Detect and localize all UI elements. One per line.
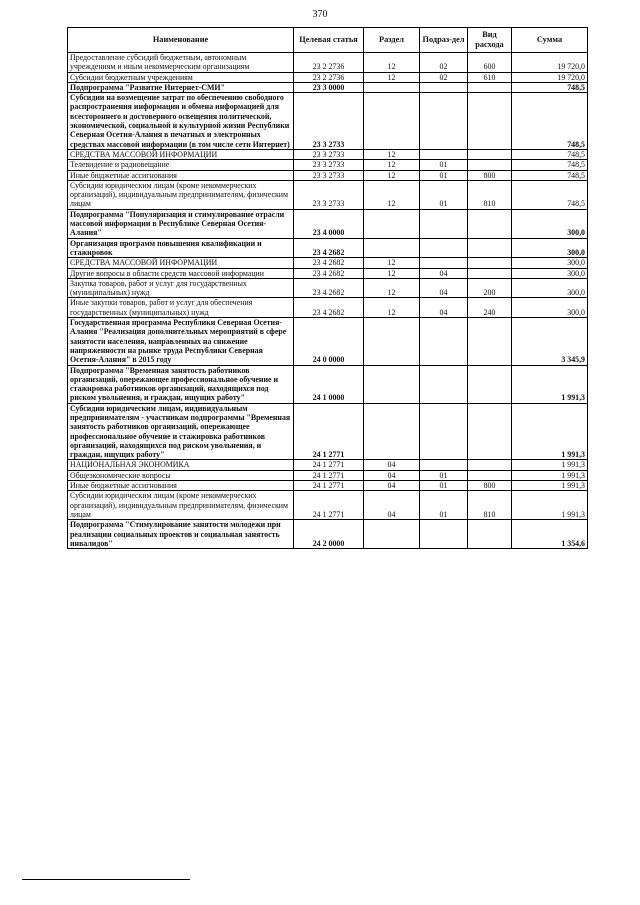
row-expense-type-cell (468, 258, 512, 268)
row-name-cell: Субсидии юридическим лицам (кроме некоммерческих организаций), индивидуальным предпринимателям, физическим лицам (68, 491, 294, 520)
row-name-cell: Телевидение и радиовещание (68, 160, 294, 170)
row-expense-type-cell: 600 (468, 53, 512, 73)
row-target-cell: 23 3 0000 (294, 82, 364, 92)
row-section-cell: 12 (364, 149, 420, 159)
row-name-cell: Субсидии юридическим лицам (кроме некоммерческих организаций), индивидуальным предпринимателям, физическим лицам (68, 180, 294, 209)
footnote-rule (22, 879, 190, 880)
table-row (68, 180, 588, 209)
table-row (68, 470, 588, 480)
row-subsection-cell (420, 365, 468, 403)
row-target-cell: 23 2 2736 (294, 53, 364, 73)
row-expense-type-cell: 200 (468, 278, 512, 298)
header-section: Раздел (364, 28, 420, 53)
row-sum-cell: 300,0 (512, 238, 588, 258)
row-section-cell: 12 (364, 72, 420, 82)
row-target-cell: 24 1 2771 (294, 403, 364, 460)
row-sum-cell: 1 991,3 (512, 481, 588, 491)
row-target-cell: 24 0 0000 (294, 318, 364, 365)
row-section-cell: 04 (364, 470, 420, 480)
table-row (68, 238, 588, 258)
row-subsection-cell: 04 (420, 268, 468, 278)
row-sum-cell: 300,0 (512, 258, 588, 268)
header-name: Наименование (68, 28, 294, 53)
row-target-cell: 24 1 2771 (294, 460, 364, 470)
row-expense-type-cell (468, 209, 512, 238)
page-number: 370 (312, 9, 328, 20)
row-target-cell: 23 4 0000 (294, 209, 364, 238)
row-sum-cell: 748,5 (512, 180, 588, 209)
row-expense-type-cell (468, 520, 512, 549)
row-name-cell: Другие вопросы в области средств массовой информации (68, 268, 294, 278)
table-row (68, 278, 588, 298)
row-expense-type-cell: 800 (468, 481, 512, 491)
row-name-cell: Закупка товаров, работ и услуг для государственных (муниципальных) нужд (68, 278, 294, 298)
table-row (68, 82, 588, 92)
row-expense-type-cell (468, 93, 512, 150)
row-subsection-cell (420, 238, 468, 258)
row-expense-type-cell: 800 (468, 170, 512, 180)
row-expense-type-cell (468, 82, 512, 92)
row-target-cell: 23 4 2682 (294, 278, 364, 298)
table-row (68, 258, 588, 268)
budget-table (67, 27, 588, 549)
table-row (68, 491, 588, 520)
table-row (68, 160, 588, 170)
row-target-cell: 23 4 2682 (294, 238, 364, 258)
row-expense-type-cell (468, 160, 512, 170)
row-target-cell: 23 3 2733 (294, 160, 364, 170)
row-expense-type-cell (468, 460, 512, 470)
row-expense-type-cell (468, 268, 512, 278)
row-sum-cell: 748,5 (512, 170, 588, 180)
row-subsection-cell: 01 (420, 491, 468, 520)
row-section-cell: 12 (364, 53, 420, 73)
row-section-cell: 04 (364, 460, 420, 470)
row-name-cell: Организация программ повышения квалификации и стажировок (68, 238, 294, 258)
row-subsection-cell (420, 82, 468, 92)
row-section-cell (364, 365, 420, 403)
row-target-cell: 24 1 2771 (294, 470, 364, 480)
row-sum-cell: 1 991,3 (512, 460, 588, 470)
row-name-cell: Субсидии юридическим лицам, индивидуальным предпринимателям - участникам подпрограммы "Временная занятость работников организаций, опережающее профессиональное обучение и стажировка работников организаций, находящихся под риском увольнения, и граждан, ищущих работу" (68, 403, 294, 460)
table-row (68, 170, 588, 180)
row-subsection-cell: 02 (420, 53, 468, 73)
row-name-cell: СРЕДСТВА МАССОВОЙ ИНФОРМАЦИИ (68, 149, 294, 159)
table-row (68, 365, 588, 403)
row-section-cell: 12 (364, 278, 420, 298)
row-subsection-cell: 01 (420, 160, 468, 170)
row-name-cell: Иные бюджетные ассигнования (68, 170, 294, 180)
header-expense-type: Вид расхода (468, 28, 512, 53)
row-subsection-cell (420, 149, 468, 159)
row-sum-cell: 1 991,3 (512, 470, 588, 480)
row-name-cell: НАЦИОНАЛЬНАЯ ЭКОНОМИКА (68, 460, 294, 470)
table-row (68, 298, 588, 318)
row-section-cell: 12 (364, 180, 420, 209)
row-name-cell: Субсидии бюджетным учреждениям (68, 72, 294, 82)
row-expense-type-cell (468, 470, 512, 480)
row-subsection-cell: 02 (420, 72, 468, 82)
row-target-cell: 23 2 2736 (294, 72, 364, 82)
row-expense-type-cell (468, 318, 512, 365)
row-subsection-cell: 01 (420, 170, 468, 180)
row-target-cell: 23 4 2682 (294, 268, 364, 278)
row-target-cell: 23 3 2733 (294, 93, 364, 150)
table-row (68, 268, 588, 278)
row-name-cell: Общеэкономические вопросы (68, 470, 294, 480)
row-target-cell: 23 4 2682 (294, 258, 364, 268)
row-sum-cell: 300,0 (512, 298, 588, 318)
row-target-cell: 23 3 2733 (294, 180, 364, 209)
row-target-cell: 24 2 0000 (294, 520, 364, 549)
row-expense-type-cell (468, 238, 512, 258)
row-sum-cell: 19 720,0 (512, 72, 588, 82)
row-section-cell (364, 82, 420, 92)
row-sum-cell: 3 345,9 (512, 318, 588, 365)
row-section-cell: 12 (364, 268, 420, 278)
table-row (68, 460, 588, 470)
row-section-cell: 12 (364, 160, 420, 170)
row-subsection-cell (420, 403, 468, 460)
row-target-cell: 24 1 2771 (294, 491, 364, 520)
row-name-cell: Предоставление субсидий бюджетным, автономным учреждениям и иным некоммерческим организациям (68, 53, 294, 73)
row-target-cell: 24 1 2771 (294, 481, 364, 491)
row-subsection-cell: 04 (420, 278, 468, 298)
row-subsection-cell (420, 209, 468, 238)
row-name-cell: Подпрограмма "Популяризация и стимулирование отрасли массовой информации в Республике Северная Осетия-Алания" (68, 209, 294, 238)
table-header-row (68, 28, 588, 53)
table-row (68, 520, 588, 549)
row-section-cell: 12 (364, 298, 420, 318)
row-sum-cell: 748,5 (512, 82, 588, 92)
row-sum-cell: 1 354,6 (512, 520, 588, 549)
table-row (68, 149, 588, 159)
row-sum-cell: 748,5 (512, 160, 588, 170)
row-expense-type-cell (468, 365, 512, 403)
row-subsection-cell: 04 (420, 298, 468, 318)
row-section-cell (364, 209, 420, 238)
row-subsection-cell: 01 (420, 180, 468, 209)
row-sum-cell: 300,0 (512, 268, 588, 278)
row-sum-cell: 300,0 (512, 209, 588, 238)
row-target-cell: 23 3 2733 (294, 170, 364, 180)
row-name-cell: Субсидии на возмещение затрат по обеспечению свободного распространения информации и обмена информацией для всестороннего и достоверного освещения политической, экономической, социальной и культурной жизни Республики Северная Осетия-Алания в печатных и электронных средствах массовой информации (в том числе сети Интернет) (68, 93, 294, 150)
row-name-cell: Подпрограмма "Стимулирование занятости молодежи при реализации социальных проектов и социальная занятость инвалидов" (68, 520, 294, 549)
row-name-cell: Иные бюджетные ассигнования (68, 481, 294, 491)
row-target-cell: 23 3 2733 (294, 149, 364, 159)
row-name-cell: Подпрограмма "Развитие Интернет-СМИ" (68, 82, 294, 92)
row-expense-type-cell (468, 149, 512, 159)
row-sum-cell: 748,5 (512, 93, 588, 150)
row-sum-cell: 748,5 (512, 149, 588, 159)
row-subsection-cell: 01 (420, 470, 468, 480)
row-subsection-cell (420, 93, 468, 150)
header-sum: Сумма (512, 28, 588, 53)
table-row (68, 403, 588, 460)
row-section-cell (364, 403, 420, 460)
row-expense-type-cell: 610 (468, 72, 512, 82)
row-section-cell (364, 93, 420, 150)
row-target-cell: 24 1 0000 (294, 365, 364, 403)
row-section-cell: 04 (364, 481, 420, 491)
row-section-cell (364, 520, 420, 549)
header-target: Целевая статья (294, 28, 364, 53)
table-row (68, 209, 588, 238)
row-target-cell: 23 4 2682 (294, 298, 364, 318)
table-row (68, 481, 588, 491)
table-row (68, 318, 588, 365)
row-section-cell (364, 318, 420, 365)
row-section-cell: 04 (364, 491, 420, 520)
table-row (68, 72, 588, 82)
row-section-cell: 12 (364, 258, 420, 268)
row-name-cell: Подпрограмма "Временная занятость работников организаций, опережающее профессиональное обучение и стажировка работников организаций, находящихся под риском увольнения, и граждан, ищущих работу" (68, 365, 294, 403)
row-expense-type-cell: 810 (468, 491, 512, 520)
row-expense-type-cell: 810 (468, 180, 512, 209)
row-expense-type-cell (468, 403, 512, 460)
row-expense-type-cell: 240 (468, 298, 512, 318)
row-sum-cell: 19 720,0 (512, 53, 588, 73)
row-section-cell (364, 238, 420, 258)
table-row (68, 53, 588, 73)
header-subsection: Подраз-дел (420, 28, 468, 53)
row-sum-cell: 1 991,3 (512, 365, 588, 403)
row-sum-cell: 300,0 (512, 278, 588, 298)
row-name-cell: Государственная программа Республики Северная Осетия-Алания "Реализация дополнительных мероприятий в сфере занятости населения, направленных на снижение напряженности на рынке труда Республики Северная Осетия-Алания" в 2015 году (68, 318, 294, 365)
row-subsection-cell: 01 (420, 481, 468, 491)
row-name-cell: Иные закупки товаров, работ и услуг для обеспечения государственных (муниципальных) нужд (68, 298, 294, 318)
row-sum-cell: 1 991,3 (512, 491, 588, 520)
row-subsection-cell (420, 460, 468, 470)
row-sum-cell: 1 991,3 (512, 403, 588, 460)
row-section-cell: 12 (364, 170, 420, 180)
row-subsection-cell (420, 318, 468, 365)
row-name-cell: СРЕДСТВА МАССОВОЙ ИНФОРМАЦИИ (68, 258, 294, 268)
row-subsection-cell (420, 520, 468, 549)
table-row (68, 93, 588, 150)
row-subsection-cell (420, 258, 468, 268)
